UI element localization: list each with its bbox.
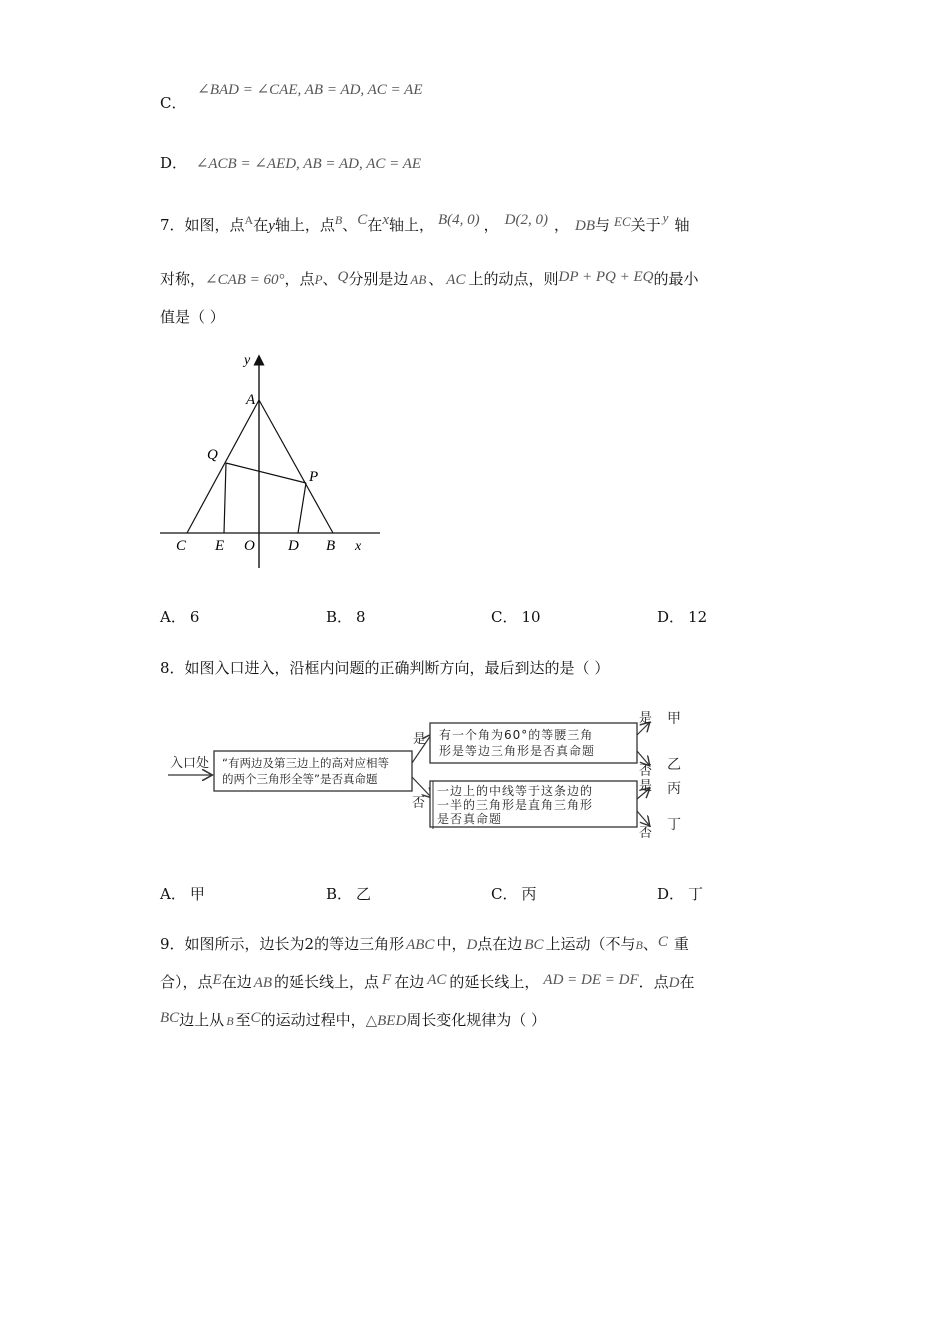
q7-segment-pd xyxy=(298,483,306,533)
q9-text: 、 xyxy=(642,935,658,953)
option-label: D． xyxy=(657,608,685,626)
q9-stem-line2 xyxy=(160,971,695,992)
q7-b-coord: B(4, 0) xyxy=(438,212,480,228)
q8-stem: 8．如图入口进入，沿框内问题的正确判断方向，最后到达的是（ ） xyxy=(160,659,610,677)
q7-text: 轴上， xyxy=(388,216,434,234)
q7-ec: EC xyxy=(614,214,631,229)
q9-text: 重 xyxy=(673,935,689,953)
q7-text: 与 xyxy=(595,216,611,234)
q7-text: 7．如图，点 xyxy=(160,216,245,234)
q7-text: 上的动点，则 xyxy=(468,270,559,288)
option-label: B． xyxy=(326,885,353,903)
q7-label-o: O xyxy=(244,538,255,554)
option-value: 丁 xyxy=(688,885,704,903)
q8-box3-no-arrow xyxy=(637,811,649,825)
option-value: 12 xyxy=(688,608,708,626)
q8-result-yi: 乙 xyxy=(667,757,681,773)
q8-yes1-label: 是 xyxy=(413,732,427,747)
q9-text: 周长变化规律为（ ） xyxy=(406,1011,547,1029)
q7-segment-ab xyxy=(259,400,333,533)
q7-expr: DP + PQ + EQ xyxy=(558,269,654,285)
q7-text: 关于 xyxy=(630,216,661,234)
q7-text: 、 xyxy=(342,216,358,234)
q7-angle: ∠CAB = 60° xyxy=(205,272,285,288)
q7-label-a: A xyxy=(246,392,256,408)
q7-ac: AC xyxy=(446,272,466,288)
q7-option-d xyxy=(657,606,707,627)
q7-segment-eq xyxy=(224,463,226,533)
q8-yes2-label: 是 xyxy=(639,711,653,726)
q8-no2-label: 否 xyxy=(639,764,653,779)
option-value: 丙 xyxy=(521,885,537,903)
q8-box2-line1: 有一个角为60°的等腰三角 xyxy=(439,728,594,742)
option-label: C． xyxy=(491,608,518,626)
option-value: 8 xyxy=(356,608,366,626)
q6-option-c-label: C． xyxy=(160,94,187,112)
q9-abc: ABC xyxy=(406,937,435,953)
q7-text: 在 xyxy=(367,216,383,234)
q8-box3-line3: 是否真命题 xyxy=(437,812,503,826)
q8-no1-label: 否 xyxy=(412,796,426,811)
q9-e: E xyxy=(212,972,222,988)
q7-text: 在 xyxy=(253,216,269,234)
q7-figure xyxy=(155,350,385,580)
q7-label-c: C xyxy=(176,538,187,554)
q7-label-b: B xyxy=(326,538,336,554)
q9-text: 中， xyxy=(436,935,467,953)
q9-b2: B xyxy=(226,1014,234,1028)
q8-flowchart xyxy=(165,705,725,845)
q9-text: 点在边 xyxy=(477,935,523,953)
q7-label-q: Q xyxy=(207,447,218,463)
q8-box2-no-arrow xyxy=(637,751,649,765)
q9-eq: AD = DE = DF xyxy=(543,972,639,988)
q7-y: y xyxy=(268,218,275,234)
q9-d: D xyxy=(466,937,478,953)
q7-stem-line3: 值是（ ） xyxy=(160,308,225,326)
q9-text: 在 xyxy=(679,973,695,991)
q9-c2: C xyxy=(250,1010,261,1026)
q8-option-d xyxy=(657,883,703,904)
q7-d-coord: D(2, 0) xyxy=(504,212,548,228)
q8-result-jia: 甲 xyxy=(667,711,681,727)
q9-bc2: BC xyxy=(160,1010,180,1026)
q9-text: 在边 xyxy=(394,973,425,991)
q9-text: 上运动（不与 xyxy=(545,935,636,953)
q7-text: ， xyxy=(554,216,570,234)
q9-stem-line3 xyxy=(160,1009,546,1030)
option-label: B． xyxy=(326,608,353,626)
q7-segment-ca xyxy=(187,400,259,533)
q9-text: 在边 xyxy=(221,973,252,991)
q7-option-a xyxy=(160,606,199,627)
q8-entrance-label: 入口处 xyxy=(170,756,210,771)
q8-box1-line1: “有两边及第三边上的高对应相等 xyxy=(222,756,389,770)
q7-option-b xyxy=(326,606,366,627)
q7-text: 轴上，点 xyxy=(274,216,335,234)
q7-point-a: A xyxy=(244,213,254,227)
q6-option-c xyxy=(160,78,423,112)
q8-box2-line2: 形是等边三角形是否真命题 xyxy=(439,744,596,758)
q8-box3-line2: 一半的三角形是直角三角形 xyxy=(437,798,594,812)
q6-option-d-math: ∠ACB = ∠AED, AB = AD, AC = AE xyxy=(195,156,422,172)
q9-c: C xyxy=(657,934,668,950)
q8-no3-label: 否 xyxy=(639,826,653,841)
q9-text: 至 xyxy=(235,1011,251,1029)
option-label: D． xyxy=(657,885,685,903)
q7-label-y: y xyxy=(244,353,251,368)
q7-ab: AB xyxy=(410,272,427,287)
q9-text: 的延长线上， xyxy=(449,973,540,991)
q8-yes3-label: 是 xyxy=(639,779,653,794)
q7-text: 、 xyxy=(322,270,338,288)
q7-label-e: E xyxy=(215,538,225,554)
q8-result-ding: 丁 xyxy=(667,817,681,833)
q7-segment-qp xyxy=(226,463,306,483)
q9-stem-line1 xyxy=(160,933,689,954)
q7-text: 、 xyxy=(428,270,444,288)
q8-option-c xyxy=(491,883,537,904)
q7-text: 对称， xyxy=(160,270,206,288)
q9-b: B xyxy=(635,938,643,952)
q9-text: ．点 xyxy=(638,973,669,991)
q9-text: 边上从 xyxy=(179,1011,225,1029)
q7-text: 的最小 xyxy=(653,270,699,288)
q7-text: ，点 xyxy=(284,270,315,288)
q7-text: 分别是边 xyxy=(348,270,409,288)
option-value: 6 xyxy=(189,608,200,626)
option-label: C． xyxy=(491,885,518,903)
q8-option-b xyxy=(326,883,371,904)
q6-option-d-label: D． xyxy=(160,154,188,172)
option-label: A． xyxy=(160,885,186,903)
q7-text: ， xyxy=(483,216,499,234)
option-value: 乙 xyxy=(356,885,372,903)
q7-option-c xyxy=(491,606,541,627)
q7-text: 轴 xyxy=(674,216,690,234)
option-value: 甲 xyxy=(189,885,205,903)
q7-label-x: x xyxy=(355,539,362,554)
q9-d2: D xyxy=(668,975,680,991)
q9-triangle-bed: △BED xyxy=(365,1013,407,1029)
q7-point-b: B xyxy=(334,213,343,227)
q9-text: 9．如图所示，边长为2的等边三角形 xyxy=(160,935,405,953)
q9-text: 的延长线上，点 xyxy=(274,973,380,991)
q9-ab: AB xyxy=(253,975,273,991)
q9-text: 合），点 xyxy=(160,973,213,991)
q9-ac: AC xyxy=(427,972,447,988)
q7-y2: y xyxy=(662,210,669,225)
q7-x: x xyxy=(382,212,389,228)
q9-f: F xyxy=(382,972,392,988)
q7-label-p: P xyxy=(309,469,319,485)
q8-box3-line1: 一边上的中线等于这条边的 xyxy=(437,784,594,798)
option-label: A． xyxy=(160,608,186,626)
q8-option-a xyxy=(160,883,205,904)
q9-text: 的运动过程中， xyxy=(260,1011,366,1029)
q7-q: Q xyxy=(337,269,349,285)
q7-stem-line1 xyxy=(160,210,690,235)
q7-stem-line2 xyxy=(160,268,698,289)
q7-db: DB xyxy=(575,218,596,234)
q7-label-d: D xyxy=(288,538,299,554)
q8-result-bing: 丙 xyxy=(667,781,681,797)
q8-box1-line2: 的两个三角形全等”是否真命题 xyxy=(222,772,378,786)
q6-option-c-math: ∠BAD = ∠CAE, AB = AD, AC = AE xyxy=(197,82,423,98)
option-value: 10 xyxy=(521,608,541,626)
q8-branch-no xyxy=(412,777,431,797)
q9-bc: BC xyxy=(524,937,544,953)
q7-p: P xyxy=(314,272,323,287)
q6-option-d xyxy=(160,152,421,173)
q7-point-c: C xyxy=(357,212,368,228)
